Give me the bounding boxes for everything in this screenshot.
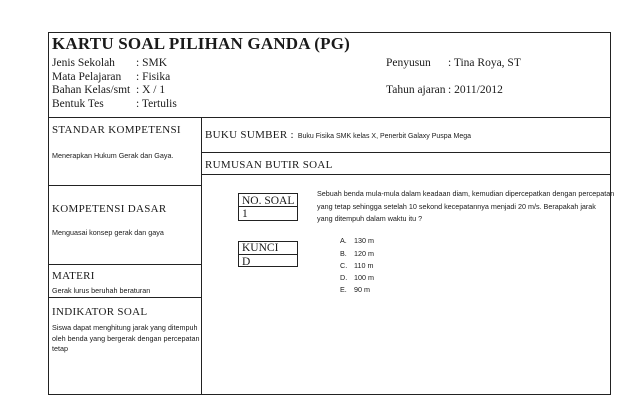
page-title: KARTU SOAL PILIHAN GANDA (PG) [52, 34, 351, 53]
option-e [340, 285, 370, 294]
option-text: 100 m [354, 273, 374, 282]
indikator-line: Siswa dapat menghitung jarak yang ditempuh [52, 323, 198, 332]
materi-text: Gerak lurus beruhah beraturan [52, 286, 151, 295]
divider-rumusan [201, 174, 611, 175]
question-text [317, 188, 614, 226]
question-line: yang ditempuh dalam waktu itu ? [317, 214, 423, 223]
jenis-sekolah-value: : SMK [136, 57, 167, 69]
no-soal-value: 1 [242, 208, 248, 220]
standar-kompetensi-heading: STANDAR KOMPETENSI [52, 124, 181, 136]
kompetensi-dasar-heading: KOMPETENSI DASAR [52, 203, 167, 215]
divider-header [48, 117, 611, 118]
option-text: 120 m [354, 249, 374, 258]
bahan-label: Bahan Kelas/smt [52, 84, 131, 96]
option-b [340, 249, 374, 258]
option-letter: E. [340, 285, 347, 294]
buku-sumber [205, 125, 471, 143]
buku-sumber-heading: BUKU SUMBER : [205, 129, 294, 141]
divider-standar [48, 185, 201, 186]
buku-sumber-text: Buku Fisika SMK kelas X, Penerbit Galaxy Puspa Mega [297, 133, 472, 140]
indikator-text [52, 323, 200, 355]
no-soal-label: NO. SOAL [242, 195, 295, 207]
materi-heading: MATERI [52, 270, 95, 282]
rumusan-heading: RUMUSAN BUTIR SOAL [205, 159, 333, 171]
bahan-value: : X / 1 [136, 84, 166, 96]
jenis-sekolah-label: Jenis Sekolah [52, 57, 115, 69]
option-c [340, 261, 373, 270]
question-line: Sebuah benda mula-mula dalam keadaan diam, kemudian dipercepatkan dengan percepatan [317, 189, 615, 198]
mata-pelajaran-value: : Fisika [136, 71, 171, 83]
divider-kompetensi [48, 264, 201, 265]
divider-buku [201, 152, 611, 153]
option-d [340, 273, 374, 282]
option-text: 130 m [354, 236, 374, 245]
divider-column [201, 117, 202, 395]
question-line: yang tetap sehingga setelah 10 sekond kecepatannya menjadi 20 m/s. Berapakah jarak [317, 201, 596, 211]
option-a [340, 236, 374, 245]
bentuk-tes-label: Bentuk Tes [52, 98, 104, 110]
option-letter: B. [340, 249, 347, 258]
mata-pelajaran-label: Mata Pelajaran [52, 71, 122, 83]
kompetensi-dasar-text: Menguasai konsep gerak dan gaya [52, 228, 164, 237]
option-letter: A. [340, 236, 347, 245]
indikator-line: oleh benda yang bergerak dengan percepatan [52, 333, 200, 343]
tahun-ajaran-value: : 2011/2012 [448, 84, 503, 96]
penyusun-value: : Tina Roya, ST [448, 57, 521, 69]
option-text: 110 m [354, 261, 374, 270]
tahun-ajaran-label: Tahun ajaran [386, 84, 446, 96]
divider-materi [48, 297, 201, 298]
kunci-value: D [242, 256, 251, 268]
indikator-heading: INDIKATOR SOAL [52, 306, 148, 318]
kunci-label: KUNCI [242, 242, 279, 254]
option-letter: C. [340, 261, 348, 270]
bentuk-tes-value: : Tertulis [136, 98, 177, 110]
option-letter: D. [340, 273, 348, 282]
penyusun-label: Penyusun [386, 57, 431, 69]
standar-kompetensi-text: Menerapkan Hukum Gerak dan Gaya. [52, 151, 174, 160]
option-text: 90 m [354, 285, 370, 294]
indikator-line: tetap [52, 344, 68, 353]
